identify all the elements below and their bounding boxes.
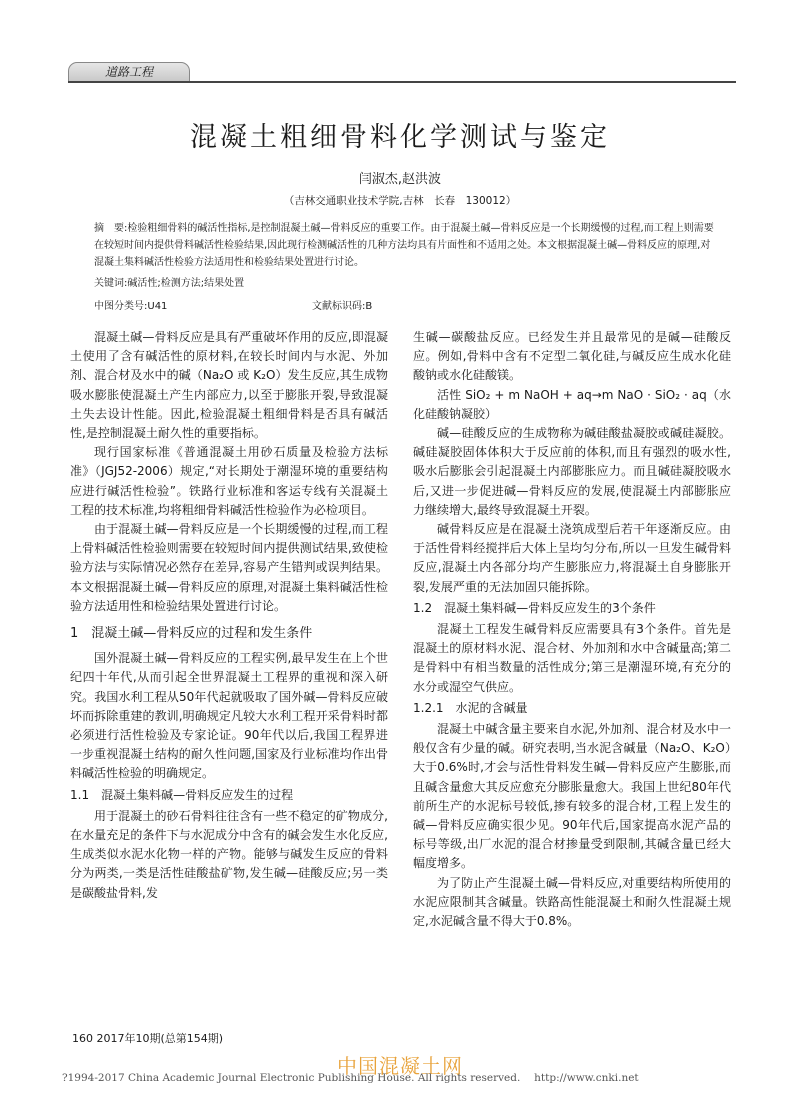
paragraph: 混凝土工程发生碱骨料反应需要具有3个条件。首先是混凝土的原材料水泥、混合材、外加剂和水中含碱量高;第二是骨料中有相当数量的活性成分;第三是潮湿环境,有充分的水分或湿空气供应。 xyxy=(413,622,731,694)
classification-line xyxy=(94,297,714,312)
article-authors: 闫淑杰,赵洪波 xyxy=(358,172,442,187)
copyright-line: ?1994-2017 China Academic Journal Electronic Publishing House. All rights reserved. http://www.cnki.net xyxy=(62,1072,639,1084)
article-title: 混凝土粗细骨料化学测试与鉴定 xyxy=(190,122,610,153)
section-tag: 道路工程 xyxy=(68,62,190,82)
left-column xyxy=(70,328,388,903)
chemical-formula: 活性 SiO₂ + m NaOH + aq→m NaO · SiO₂ · aq（水化硅酸钠凝胶） xyxy=(413,387,731,421)
subsection-heading: 1.2 混凝土集料碱—骨料反应发生的3个条件 xyxy=(413,600,656,615)
section-header xyxy=(68,62,736,82)
paragraph: 现行国家标准《普通混凝土用砂石质量及检验方法标准》（JGJ52-2006）规定,“对长期处于潮湿环境的重要结构应进行碱活性检验”。铁路行业标准和客运专线有关混凝土工程的技术标准,均将粗细骨料碱活性检验作为必检项目。 xyxy=(70,445,388,517)
paragraph: 碱—硅酸反应的生成物称为碱硅酸盐凝胶或碱硅凝胶。碱硅凝胶固体体积大于反应前的体积,而且有强烈的吸水性,吸水后膨胀会引起混凝土内部膨胀应力。而且碱硅凝胶吸水后,又进一步促进碱—骨料反应的发展,使混凝土内部膨胀应力继续增大,最终导致混凝土开裂。 xyxy=(413,426,731,517)
abstract-block xyxy=(94,220,714,271)
keywords: 关键词:碱活性;检测方法;结果处置 xyxy=(94,278,245,289)
header-rule xyxy=(68,81,736,83)
paragraph: 混凝土中碱含量主要来自水泥,外加剂、混合材及水中一般仅含有少量的碱。研究表明,当水泥含碱量（Na₂O、K₂O）大于0.6%时,才会与活性骨料发生碱—骨料反应产生膨胀,而且碱含量愈大其反应愈充分膨胀量愈大。我国上世纪80年代前所生产的水泥标号较低,掺有较多的混合材,工程上发生的碱—骨料反应确实很少见。90年代后,国家提高水泥产品的标号等级,出厂水泥的混合材掺量受到限制,其碱含量已经大幅度增多。 xyxy=(413,722,731,871)
paragraph: 生碱—碳酸盐反应。已经发生并且最常见的是碱—硅酸反应。例如,骨料中含有不定型二氧化硅,与碱反应生成水化硅酸钠或水化硅酸镁。 xyxy=(413,330,731,383)
page-footer: 160 2017年10期(总第154期) xyxy=(72,1032,224,1045)
paragraph: 国外混凝土碱—骨料反应的工程实例,最早发生在上个世纪四十年代,从而引起全世界混凝土工程界的重视和深入研究。我国水利工程从50年代起就吸取了国外碱—骨料反应破坏而拆除重建的教训,明确规定凡较大水利工程开采骨料时都必须进行活性检验及专家论证。90年代以后,我国工程界进一步重视混凝土结构的耐久性问题,国家及行业标准均作出骨料碱活性检验的明确规定。 xyxy=(70,651,388,781)
clc-number: 中图分类号:U41 xyxy=(94,301,168,312)
subsubsection-heading: 1.2.1 水泥的含碱量 xyxy=(413,700,528,715)
section-heading: 1 混凝土碱—骨料反应的过程和发生条件 xyxy=(70,626,313,642)
paragraph: 混凝土碱—骨料反应是具有严重破坏作用的反应,即混凝土使用了含有碱活性的原材料,在较长时间内与水泥、外加剂、混合材及水中的碱（Na₂O 或 K₂O）发生反应,其生成物吸水膨胀使混凝土产生内部应力,以至于膨胀开裂,导致混凝土失去设计性能。因此,检验混凝土粗细骨料是否具有碱活性,是控制混凝土耐久性的重要指标。 xyxy=(70,330,388,441)
watermark: 中国混凝土网 xyxy=(337,1054,463,1078)
document-code: 文献标识码:B xyxy=(312,301,373,312)
article-affiliation: （吉林交通职业技术学院,吉林 长春 130012） xyxy=(283,195,517,207)
paragraph: 碱骨料反应是在混凝土浇筑成型后若干年逐渐反应。由于活性骨料经搅拌后大体上呈均匀分布,所以一旦发生碱骨料反应,混凝土内各部分均产生膨胀应力,将混凝土自身膨胀开裂,发展严重的无法加固只能拆除。 xyxy=(413,522,731,594)
right-column xyxy=(413,328,731,931)
abstract-text: 摘 要:检验粗细骨料的碱活性指标,是控制混凝土碱—骨料反应的重要工作。由于混凝土碱—骨料反应是一个长期缓慢的过程,而工程上则需要在较短时间内提供骨料碱活性检验结果,因此现行检测碱活性的几种方法均具有片面性和不适用之处。本文根据混凝土碱—骨料反应的原理,对混凝土集料碱活性检验方法适用性和检验结果处置进行讨论。 xyxy=(94,223,714,268)
subsection-heading: 1.1 混凝土集料碱—骨料反应发生的过程 xyxy=(70,787,294,802)
paragraph: 用于混凝土的砂石骨料往往含有一些不稳定的矿物成分,在水量充足的条件下与水泥成分中含有的碱会发生水化反应,生成类似水泥水化物一样的产物。能够与碱发生反应的骨料分为两类,一类是活性硅酸盐矿物,发生碱—硅酸反应;另一类是碳酸盐骨料,发 xyxy=(70,808,388,900)
paragraph: 为了防止产生混凝土碱—骨料反应,对重要结构所使用的水泥应限制其含碱量。铁路高性能混凝土和耐久性混凝土规定,水泥碱含量不得大于0.8%。 xyxy=(413,875,731,929)
paragraph: 由于混凝土碱—骨料反应是一个长期缓慢的过程,而工程上骨料碱活性检验则需要在较短时间内提供测试结果,致使检验方法与实际情况必然存在差异,容易产生错判或误判结果。本文根据混凝土碱—骨料反应的原理,对混凝土集料碱活性检验方法适用性和检验结果处置进行讨论。 xyxy=(70,522,388,613)
